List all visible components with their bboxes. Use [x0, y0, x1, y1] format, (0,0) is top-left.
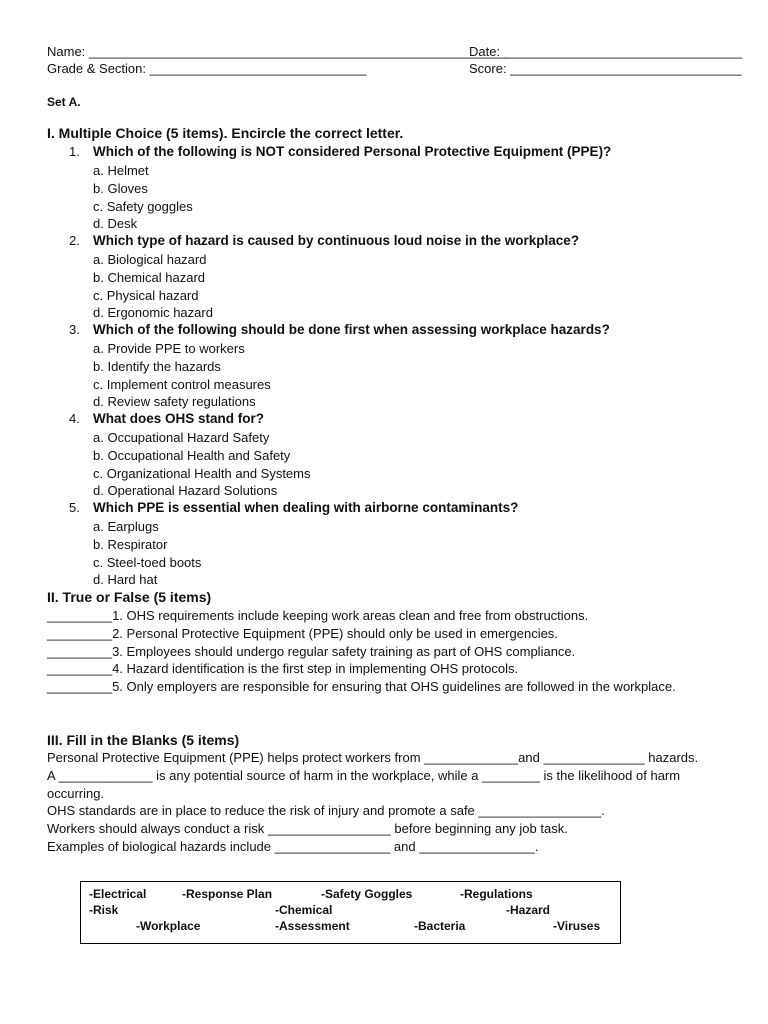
choice-d: d. Hard hat	[93, 572, 158, 588]
choice-b: b. Gloves	[93, 180, 148, 196]
question-2-choices	[93, 251, 213, 322]
date-line: Date: _________________________________	[469, 44, 743, 59]
question-5	[69, 500, 518, 515]
choice-c: c. Organizational Health and Systems	[93, 465, 311, 481]
question-number: 3.	[69, 322, 80, 337]
choice-c: c. Steel-toed boots	[93, 554, 202, 570]
question-4	[69, 411, 264, 426]
question-2	[69, 233, 579, 248]
question-text: Which PPE is essential when dealing with airborne contaminants?	[93, 500, 519, 515]
word-bank-item: -Workplace	[136, 919, 201, 933]
question-text: What does OHS stand for?	[93, 411, 265, 426]
choice-c: c. Safety goggles	[93, 198, 193, 214]
fib-item-4: Workers should always conduct a risk _________________ before beginning any job task.	[47, 821, 568, 837]
question-number: 5.	[69, 500, 80, 515]
question-text: Which of the following should be done first when assessing workplace hazards?	[93, 322, 610, 337]
word-bank-item: -Electrical	[89, 887, 147, 901]
set-label: Set A.	[47, 95, 81, 109]
word-bank-item: -Viruses	[553, 919, 601, 933]
fill-blanks-list	[47, 749, 707, 856]
tf-item-2: _________2. Personal Protective Equipment (PPE) should only be used in emergencies.	[47, 625, 558, 641]
section-title-true-false: II. True or False (5 items)	[47, 589, 212, 605]
choice-b: b. Chemical hazard	[93, 269, 205, 285]
tf-item-1: _________1. OHS requirements include keeping work areas clean and free from obstructions.	[47, 608, 589, 623]
question-number: 4.	[69, 411, 80, 426]
fib-item-5: Examples of biological hazards include ________________ and ________________.	[47, 838, 539, 854]
question-1	[69, 144, 611, 159]
choice-a: a. Helmet	[93, 163, 149, 178]
grade-section-line: Grade & Section: ______________________________	[47, 61, 367, 76]
word-bank-box	[80, 881, 621, 944]
tf-item-3: _________3. Employees should undergo regular safety training as part of OHS compliance.	[47, 643, 576, 659]
choice-b: b. Identify the hazards	[93, 358, 221, 374]
question-1-choices	[93, 162, 193, 233]
choice-a: a. Biological hazard	[93, 252, 207, 267]
score-line: Score: ________________________________	[469, 61, 742, 76]
true-false-list	[47, 607, 707, 696]
word-bank-item: -Bacteria	[414, 919, 466, 933]
question-number: 2.	[69, 233, 80, 248]
choice-c: c. Physical hazard	[93, 287, 199, 303]
fib-item-1: Personal Protective Equipment (PPE) helps protect workers from _____________and ______________ hazards.	[47, 750, 699, 765]
choice-d: d. Operational Hazard Solutions	[93, 483, 278, 499]
choice-d: d. Desk	[93, 216, 138, 232]
choice-b: b. Occupational Health and Safety	[93, 447, 291, 463]
question-number: 1.	[69, 144, 80, 159]
choice-d: d. Review safety regulations	[93, 394, 256, 410]
word-bank-item: -Risk	[89, 903, 119, 917]
word-bank-item: -Regulations	[460, 887, 533, 901]
choice-c: c. Implement control measures	[93, 376, 271, 392]
section-title-fill-blanks: III. Fill in the Blanks (5 items)	[47, 732, 240, 748]
question-4-choices	[93, 429, 311, 500]
word-bank-item: -Chemical	[275, 903, 333, 917]
fib-item-3: OHS standards are in place to reduce the risk of injury and promote a safe _________________.	[47, 803, 605, 819]
question-3	[69, 322, 610, 337]
word-bank-item: -Assessment	[275, 919, 350, 933]
question-5-choices	[93, 518, 201, 589]
word-bank-item: -Safety Goggles	[321, 887, 413, 901]
word-bank-item: -Hazard	[506, 903, 551, 917]
question-text: Which of the following is NOT considered Personal Protective Equipment (PPE)?	[93, 144, 612, 159]
tf-item-5: _________5. Only employers are responsible for ensuring that OHS guidelines are followed in the workplace.	[47, 679, 676, 695]
question-text: Which type of hazard is caused by continuous loud noise in the workplace?	[93, 233, 580, 248]
name-line: Name: __________________________________________________________	[47, 44, 509, 59]
choice-d: d. Ergonomic hazard	[93, 305, 213, 321]
word-bank-item: -Response Plan	[182, 887, 273, 901]
choice-a: a. Occupational Hazard Safety	[93, 430, 270, 445]
choice-b: b. Respirator	[93, 536, 168, 552]
tf-item-4: _________4. Hazard identification is the first step in implementing OHS protocols.	[47, 661, 519, 677]
choice-a: a. Provide PPE to workers	[93, 341, 245, 356]
fib-item-2: A _____________ is any potential source of harm in the workplace, while a ________ is the likelihood of harm occurring.	[47, 767, 681, 801]
section-title-multiple-choice: I. Multiple Choice (5 items). Encircle the correct letter.	[47, 125, 404, 141]
choice-a: a. Earplugs	[93, 519, 159, 534]
question-3-choices	[93, 340, 271, 411]
